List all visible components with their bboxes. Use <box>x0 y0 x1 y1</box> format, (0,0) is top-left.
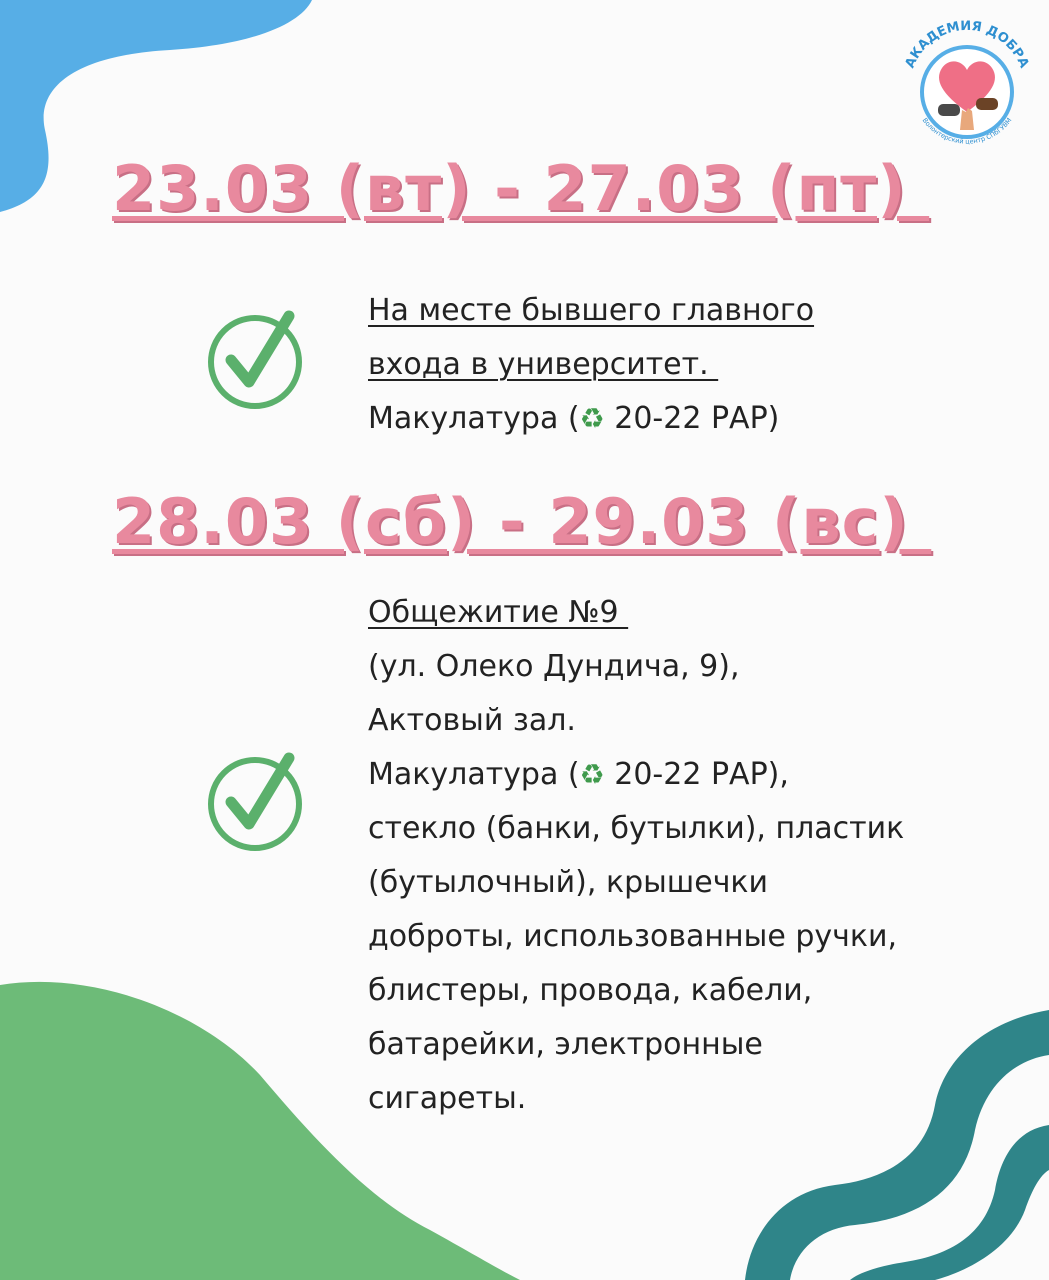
items-list-line: сигареты. <box>368 1081 527 1116</box>
items-list-line: стекло (банки, бутылки), пластик <box>368 811 905 846</box>
items-list-line: блистеры, провода, кабели, <box>368 973 813 1008</box>
location-line-2: входа в университет. <box>368 347 719 382</box>
section-1-text <box>368 284 814 446</box>
section-2-text <box>368 586 904 1126</box>
room-line: Актовый зал. <box>368 703 576 738</box>
location-line-1: Общежитие №9 <box>368 595 629 630</box>
items-list-line: доброты, использованные ручки, <box>368 919 897 954</box>
items-line <box>368 392 814 446</box>
items-prefix: Макулатура ( <box>368 401 580 436</box>
academy-logo <box>892 12 1042 162</box>
items-prefix: Макулатура ( <box>368 757 580 792</box>
recycle-icon: ♻ <box>579 758 605 791</box>
check-circle-icon <box>207 310 307 410</box>
items-list-line: (бутылочный), крышечки <box>368 865 769 900</box>
items-list-line: батарейки, электронные <box>368 1027 763 1062</box>
items-line <box>368 748 904 802</box>
logo-title: АКАДЕМИЯ ДОБРА <box>902 18 1032 71</box>
date-heading-2: 28.03 (сб) - 29.03 (вс) <box>112 485 932 558</box>
address-line: (ул. Олеко Дундича, 9), <box>368 649 740 684</box>
date-heading-1: 23.03 (вт) - 27.03 (пт) <box>112 152 930 225</box>
logo-subtitle: Волонтерский центр СПбГУВМ <box>920 116 1014 146</box>
items-suffix: 20-22 РАР) <box>604 401 780 436</box>
recycle-icon: ♻ <box>579 402 605 435</box>
items-suffix: 20-22 РАР), <box>604 757 789 792</box>
location-line-1: На месте бывшего главного <box>368 293 815 328</box>
check-circle-icon <box>207 752 307 852</box>
